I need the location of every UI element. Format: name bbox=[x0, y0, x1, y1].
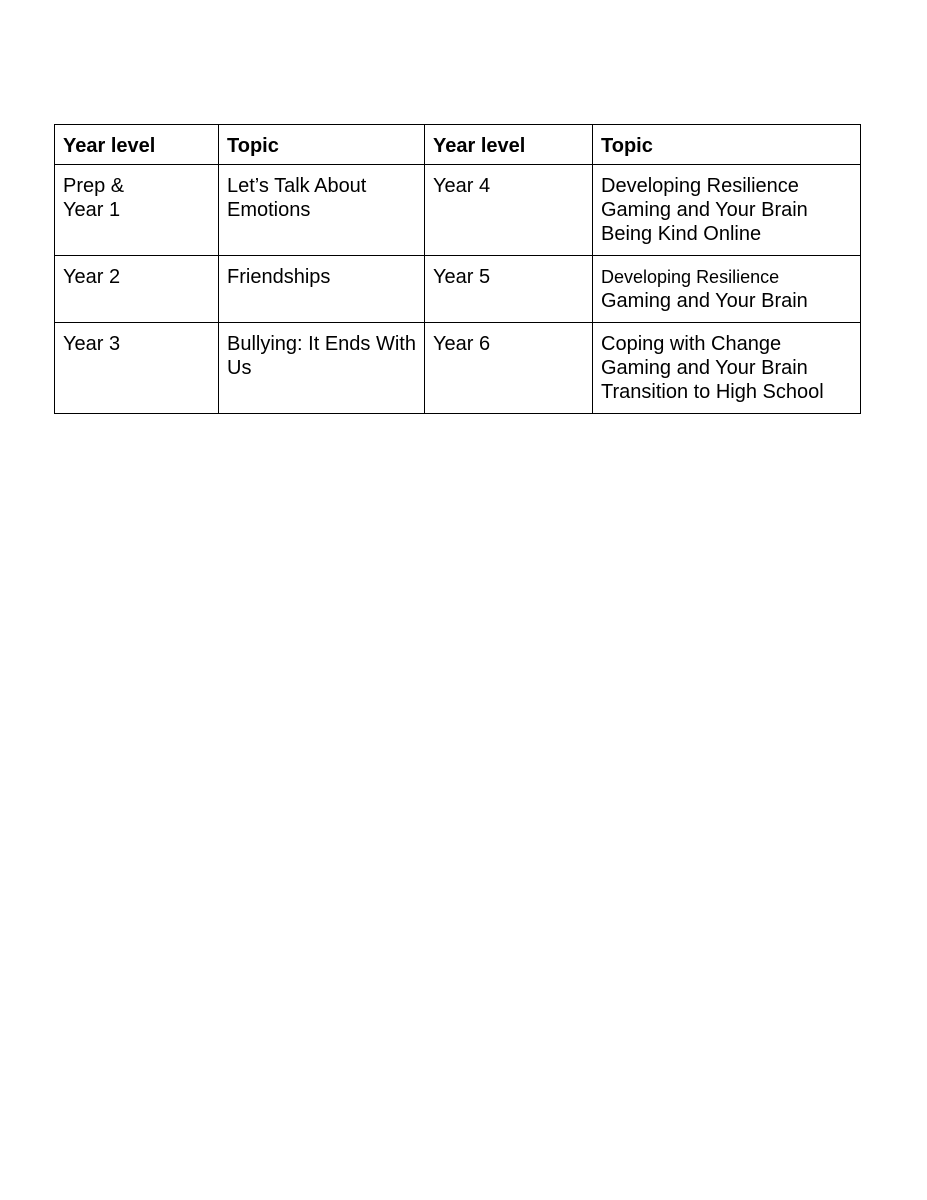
year-level-cell bbox=[55, 323, 219, 414]
topic-list-cell bbox=[593, 323, 861, 414]
topic-line: Gaming and Your Brain bbox=[601, 357, 808, 379]
year-topic-table bbox=[54, 124, 861, 414]
table-row bbox=[55, 256, 861, 323]
table-header-row bbox=[55, 125, 861, 165]
topic-cell bbox=[219, 323, 425, 414]
topic-text: Let’s Talk About Emotions bbox=[227, 175, 367, 221]
year-level-cell bbox=[425, 165, 593, 256]
topic-text: Bullying: It Ends With Us bbox=[227, 333, 416, 379]
header-year-level-left: Year level bbox=[55, 125, 219, 165]
year-level-line: Year 3 bbox=[63, 333, 121, 355]
year-level-line: Year 4 bbox=[433, 175, 491, 197]
year-level-line: Year 5 bbox=[433, 266, 491, 288]
header-year-level-right: Year level bbox=[425, 125, 593, 165]
topic-line: Gaming and Your Brain bbox=[601, 199, 808, 221]
topic-line: Developing Resilience bbox=[601, 175, 799, 197]
year-level-line: Year 1 bbox=[63, 199, 121, 221]
topic-line: Transition to High School bbox=[601, 381, 824, 403]
topic-text: Friendships bbox=[227, 266, 331, 288]
year-level-line: Prep & bbox=[63, 175, 125, 197]
topic-line: Developing Resilience bbox=[601, 267, 780, 287]
year-level-cell bbox=[425, 256, 593, 323]
topic-line: Being Kind Online bbox=[601, 223, 762, 245]
year-level-line: Year 6 bbox=[433, 333, 491, 355]
year-level-cell bbox=[55, 256, 219, 323]
header-topic-left: Topic bbox=[219, 125, 425, 165]
table-row bbox=[55, 323, 861, 414]
topic-list-cell bbox=[593, 165, 861, 256]
topic-line: Gaming and Your Brain bbox=[601, 290, 808, 312]
year-level-cell bbox=[425, 323, 593, 414]
topic-list-cell bbox=[593, 256, 861, 323]
topic-line: Coping with Change bbox=[601, 333, 782, 355]
topic-cell bbox=[219, 256, 425, 323]
year-level-line: Year 2 bbox=[63, 266, 121, 288]
year-level-cell bbox=[55, 165, 219, 256]
table-row bbox=[55, 165, 861, 256]
header-topic-right: Topic bbox=[593, 125, 861, 165]
topic-cell bbox=[219, 165, 425, 256]
